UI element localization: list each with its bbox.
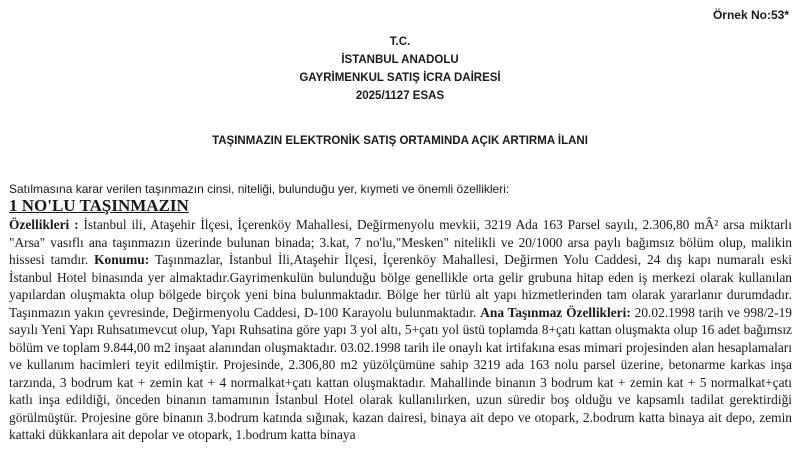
- section-title: 1 NO'LU TAŞINMAZIN: [9, 196, 189, 215]
- announcement-title: TAŞINMAZIN ELEKTRONİK SATIŞ ORTAMINDA AÇIK ARTIRMA İLANI: [212, 135, 588, 147]
- main-property-label: Ana Taşınmaz Özellikleri:: [480, 304, 631, 320]
- features-text: İstanbul ili, Ataşehir İlçesi, İçerenköy Mahallesi, Değirmenyolu mevkii, 3219 Ada 163 Parsel sayılı, 2.306,80 mÂ² arsa miktarlı "Arsa" vasıflı ana taşınmazın üzerinde bulunan binada; 3.kat, 7 no'lu,"Mesken" nitelikli ve 20/1000 arsa paylı bağımsız bölüm olup, malikin hissesi tamdır.: [9, 217, 792, 267]
- features-label: Özellikleri :: [9, 217, 79, 232]
- intro-text: Satılmasına karar verilen taşınmazın cinsi, niteliği, bulunduğu yer, kıymeti ve önemli özellikleri:: [9, 182, 510, 196]
- header-line-office: GAYRİMENKUL SATIŞ İCRA DAİRESİ: [299, 72, 501, 84]
- header-line-region: İSTANBUL ANADOLU: [341, 54, 459, 66]
- property-description: [9, 216, 792, 444]
- location-label: Konumu:: [94, 252, 150, 267]
- header-line-case: 2025/1127 ESAS: [355, 90, 445, 102]
- main-property-text: 20.02.1998 tarih ve 998/2-19 sayılı Yeni Yapı Ruhsatımevcut olup, Yapı Ruhsatina göre yapı 3 yol altı, 5+çatı yol üstü toplamda 8+çatı kattan oluşmakta olup 16 adet bağımsız bölüm ve toplam 9.844,00 m2 inşaat alanından oluşmaktadır. 03.02.1998 tarih ile onaylı kat irtifakına esas mimari projesinden alan hesaplamaları ve kullanım hacimleri teyit edilmiştir. Projesinde, 2.306,80 m2 yüzölçümüne sahip 3219 ada 163 nolu parsel üzerine, betonarme karkas inşa tarzında, 3 bodrum kat + zemin kat + 4 normalkat+çatı kattan oluşmaktadır. Mahallinde binanın 3 bodrum kat + zemin kat + 5 normalkat+çatı katlı inşa edildiği, önceden binanın tamamının İstanbul Hotel olarak kullanılırken, uzun süredir boş olduğu ve kapsamlı tadilat gerektirdiği görülmüştür. Projesine göre binanın 3.bodrum katında sığınak, kazan dairesi, binaya ait depo ve otopark, 2.bodrum katta binaya ait depo, zemin kattaki dükkanlara ait depolar ve otopark, 1.bodrum katta binaya: [9, 304, 792, 442]
- header-line-tc: T.C.: [389, 36, 411, 48]
- sample-number: Örnek No:53*: [712, 8, 789, 22]
- document-header: [0, 33, 800, 105]
- location-text: Taşınmazlar, İstanbul İli,Ataşehir İlçesi, İçerenköy Mahallesi, Değirmen Yolu Caddesi, 24 dış kapı numaralı eski İstanbul Hotel binasında yer almaktadır.Gayrimenkulün bulunduğu bölge genellikle orta gelir grubuna hitap eden iş merkezi olarak kullanılan yapılardan oluşmakta olup bölgede birçok yeni bina bulunmaktadır. Bölge her türlü alt yapı hizmetlerinden tam olarak yararlanır durumdadır. Taşınmazın yakın çevresinde, Değirmenyolu Caddesi, D-100 Karayolu bulunmaktadır.: [9, 252, 792, 320]
